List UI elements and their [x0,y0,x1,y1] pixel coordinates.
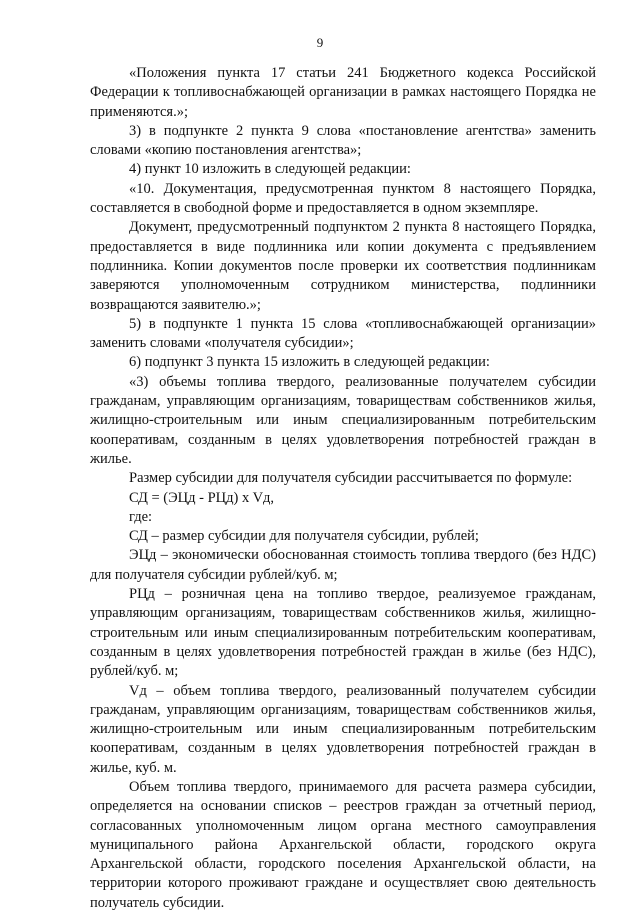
paragraph-6: 5) в подпункте 1 пункта 15 слова «топливоснабжающей организации» заменить словами «получателя субсидии»; [90,315,596,352]
definition-ecd: ЭЦд – экономически обоснованная стоимость топлива твердого (без НДС) для получателя субсидии рублей/куб. м; [90,547,596,583]
paragraph-9: Размер субсидии для получателя субсидии рассчитывается по формуле: [129,470,573,487]
formula: СД = (ЭЦд - РЦд) x Vд, [129,489,275,506]
paragraph-3: 4) пункт 10 изложить в следующей редакции: [129,161,411,178]
paragraph-4: «10. Документация, предусмотренная пунктом 8 настоящего Порядка, составляется в свободной форме и предоставляется в одном экземпляре. [90,180,596,217]
paragraph-1: «Положения пункта 17 статьи 241 Бюджетного кодекса Российской Федерации к топливоснабжающей организации в рамках настоящего Порядка не применяются.»; [90,65,596,120]
paragraph-7: 6) подпункт 3 пункта 15 изложить в следующей редакции: [129,354,490,371]
paragraph-volume: Объем топлива твердого, принимаемого для расчета размера субсидии, определяется на основании списков – реестров граждан за отчетный период, согласованных уполномоченным лицом органа местного самоуправления муниципального района Архангельской области, городского округа Архангельской области, городского поселения Архангельской области, на территории которого проживают граждане и осуществляет свою деятельность получатель субсидии. [90,778,596,911]
document-body [90,64,596,913]
paragraph-2: 3) в подпункте 2 пункта 9 слова «постановление агентства» заменить словами «копию постановления агентства»; [90,122,596,159]
paragraph-5: Документ, предусмотренный подпунктом 2 пункта 8 настоящего Порядка, предоставляется в виде подлинника или копии документа с предъявлением подлинника. Копии документов после проверки их соответствия подлинникам заверяются уполномоченным сотрудником министерства, подлинники возвращаются заявителю.»; [90,219,596,313]
definition-sd: СД – размер субсидии для получателя субсидии, рублей; [129,528,479,545]
definition-vd: Vд – объем топлива твердого, реализованный получателем субсидии гражданам, управляющим организациям, товариществам собственников жилья, жилищно-строительным или иным специализированным потребительским кооперативам, созданным в целях удовлетворения потребностей граждан в жилье, куб. м. [90,682,596,776]
definition-rcd: РЦд – розничная цена на топливо твердое, реализуемое гражданам, управляющим организациям, товариществам собственников жилья, жилищно-строительным или иным специализированным потребительским кооперативам, созданным в целях удовлетворения потребностей граждан в жилье (без НДС), рублей/куб. м; [90,586,596,680]
page-number: 9 [316,35,324,50]
paragraph-8: «3) объемы топлива твердого, реализованные получателем субсидии гражданам, управляющим организациям, товариществам собственников жилья, жилищно-строительным или иным специализированным потребительским кооперативам, созданным в целях удовлетворения потребностей граждан в жилье. [90,373,596,467]
paragraph-where: где: [129,508,153,525]
